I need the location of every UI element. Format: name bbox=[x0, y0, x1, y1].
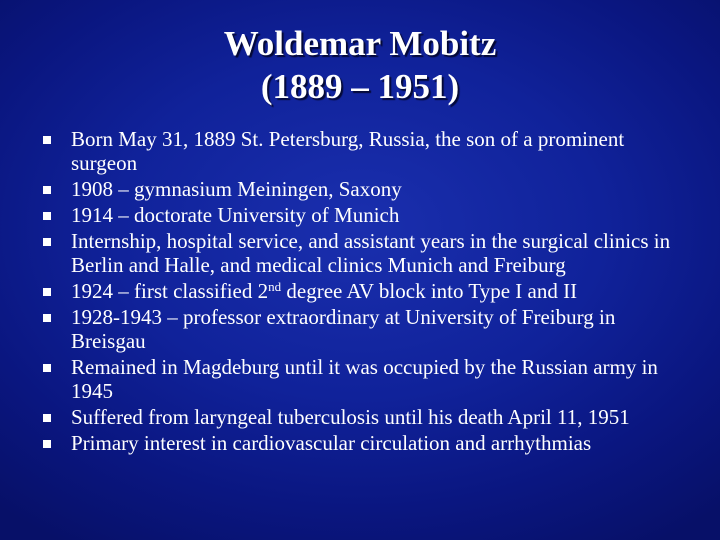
square-bullet-icon bbox=[43, 414, 51, 422]
square-bullet-icon bbox=[43, 136, 51, 144]
square-bullet-icon bbox=[43, 186, 51, 194]
bullet-text: Remained in Magdeburg until it was occupied by the Russian army in 1945 bbox=[71, 355, 658, 403]
slide-title bbox=[0, 22, 720, 108]
bullet-item bbox=[40, 431, 690, 455]
bullet-text: Internship, hospital service, and assistant years in the surgical clinics in Berlin and Halle, and medical clinics Munich and Freiburg bbox=[71, 229, 671, 277]
bullet-item bbox=[40, 177, 690, 201]
bullet-item bbox=[40, 405, 690, 429]
bullet-item bbox=[40, 127, 690, 175]
square-bullet-icon bbox=[43, 238, 51, 246]
title-name: Woldemar Mobitz bbox=[223, 24, 497, 63]
bullet-item bbox=[40, 305, 690, 353]
ordinal-superscript: nd bbox=[268, 279, 282, 294]
bullet-item bbox=[40, 229, 690, 277]
bullet-item bbox=[40, 279, 690, 303]
square-bullet-icon bbox=[43, 364, 51, 372]
bullet-text: 1908 – gymnasium Meiningen, Saxony bbox=[71, 177, 402, 201]
bullet-text bbox=[71, 279, 577, 303]
bullet-text-after: degree AV block into Type I and II bbox=[281, 279, 578, 303]
square-bullet-icon bbox=[43, 314, 51, 322]
bullet-text: Primary interest in cardiovascular circulation and arrhythmias bbox=[71, 431, 592, 455]
bullet-list bbox=[40, 127, 690, 457]
square-bullet-icon bbox=[43, 440, 51, 448]
title-years: (1889 – 1951) bbox=[260, 67, 460, 106]
bullet-item bbox=[40, 203, 690, 227]
square-bullet-icon bbox=[43, 288, 51, 296]
bullet-text: Born May 31, 1889 St. Petersburg, Russia, the son of a prominent surgeon bbox=[71, 127, 625, 175]
bullet-text: 1914 – doctorate University of Munich bbox=[71, 203, 400, 227]
bullet-text-before: 1924 – first classified 2 bbox=[71, 279, 269, 303]
bullet-text: Suffered from laryngeal tuberculosis until his death April 11, 1951 bbox=[71, 405, 630, 429]
bullet-text: 1928-1943 – professor extraordinary at University of Freiburg in Breisgau bbox=[71, 305, 616, 353]
bullet-item bbox=[40, 355, 690, 403]
square-bullet-icon bbox=[43, 212, 51, 220]
